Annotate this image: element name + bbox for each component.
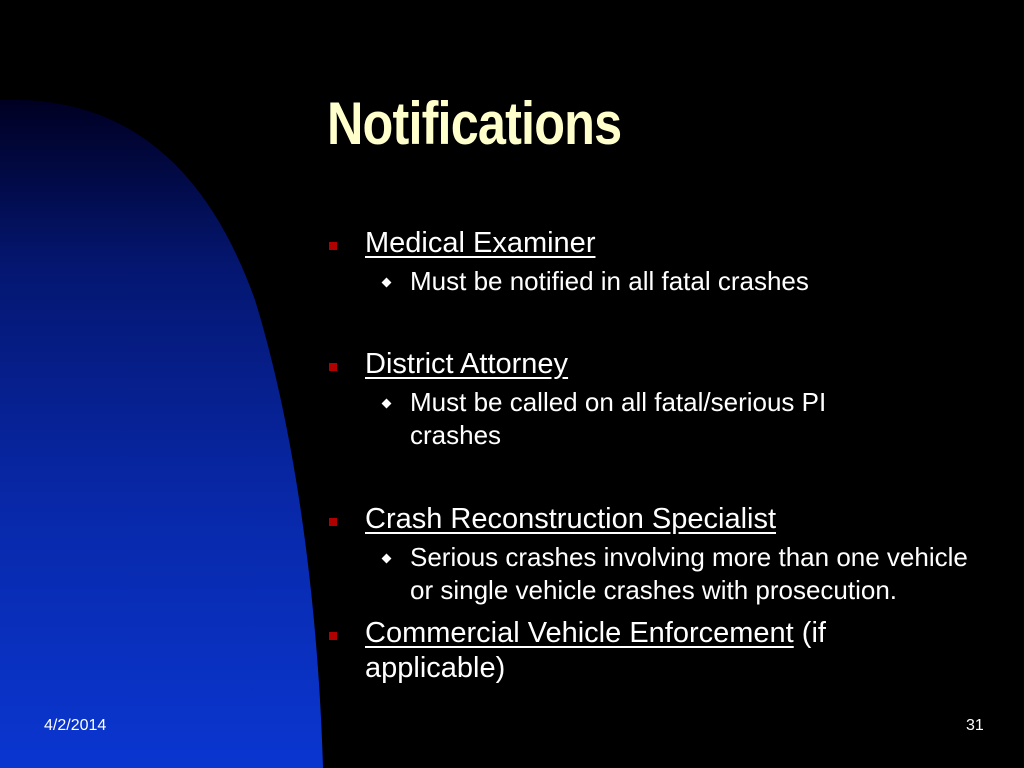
square-bullet-icon: [329, 242, 337, 250]
bullet-item-crash-reconstruction: [327, 502, 1007, 607]
bullet-heading-row: [327, 502, 1007, 537]
diamond-bullet-icon: [382, 554, 392, 564]
bullet-item-commercial-vehicle: [327, 616, 1007, 686]
bullet-heading-row: [327, 226, 1007, 261]
bullet-item-district-attorney: [327, 347, 1007, 452]
bullet-heading-row: [327, 616, 1007, 686]
crash-reconstruction-heading: Crash Reconstruction Specialist: [365, 503, 777, 535]
district-attorney-heading: District Attorney: [365, 348, 569, 380]
diamond-bullet-icon: [382, 278, 392, 288]
square-bullet-icon: [329, 363, 337, 371]
commercial-vehicle-heading: Commercial Vehicle Enforcement: [365, 617, 794, 649]
sub-bullet: [327, 386, 1007, 452]
square-bullet-icon: [329, 518, 337, 526]
slide-title: Notifications: [327, 90, 622, 157]
sub-bullet: [327, 265, 1007, 298]
bullet-list: [327, 226, 1007, 686]
medical-examiner-heading: Medical Examiner: [365, 227, 596, 259]
square-bullet-icon: [329, 632, 337, 640]
sub-bullet-text: Serious crashes involving more than one vehicle or single vehicle crashes with prosecution.: [410, 542, 968, 605]
page-number: 31: [966, 717, 984, 734]
diamond-bullet-icon: [382, 399, 392, 409]
sub-bullet-text: Must be called on all fatal/serious PI crashes: [410, 387, 827, 450]
bullet-heading-row: [327, 347, 1007, 382]
heading-suffix: (if applicable): [365, 617, 826, 684]
sub-bullet-text: Must be notified in all fatal crashes: [410, 266, 809, 296]
bullet-item-medical-examiner: [327, 226, 1007, 298]
footer-date: 4/2/2014: [44, 717, 107, 734]
sub-bullet: [327, 541, 1007, 607]
